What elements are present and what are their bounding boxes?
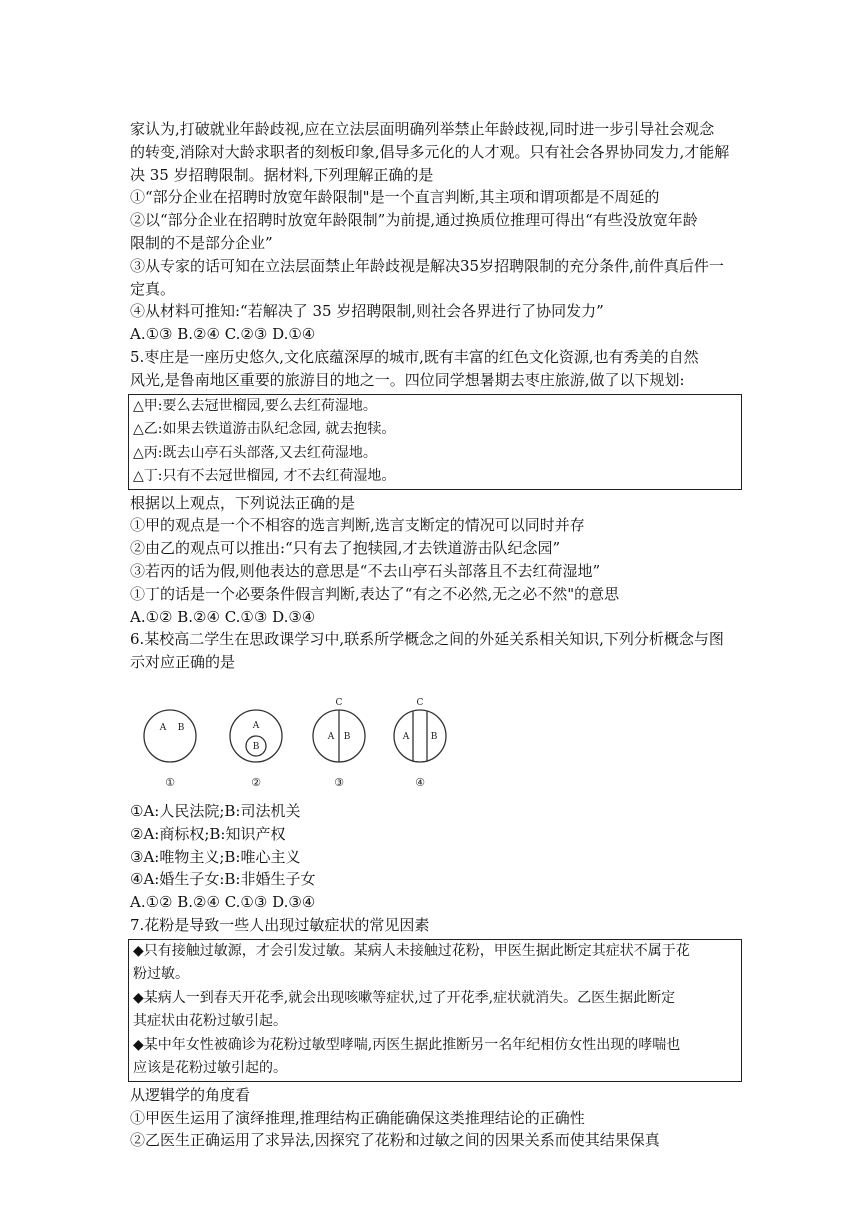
concept-relation-figure bbox=[130, 682, 742, 794]
diagram-4-number: ④ bbox=[415, 775, 425, 789]
q5-option: ②由乙的观点可以推出:“只有去了抱犊园,才去铁道游击队纪念园” bbox=[130, 539, 561, 558]
q6-option: ④A:婚生子女:B:非婚生子女 bbox=[130, 870, 316, 889]
q5-plan-item: △丙:既去山亭石头部落,又去红荷湿地。 bbox=[133, 444, 377, 461]
diagram-1-circle bbox=[144, 710, 196, 762]
q7-case-line: ◆某中年女性被确诊为花粉过敏型哮喘,丙医生据此推断另一名年纪相仿女性出现的哮喘也 bbox=[133, 1036, 681, 1053]
diagram-4-label-c: C bbox=[416, 697, 424, 708]
q4-option: ③从专家的话可知在立法层面禁止年龄歧视是解决35岁招聘限制的充分条件,前件真后件一 bbox=[130, 256, 724, 275]
q5-option: ①丁的话是一个必要条件假言判断,表达了“有之不必然,无之必不然"的意思 bbox=[130, 584, 620, 603]
q6-option: ①A:人民法院;B:司法机关 bbox=[130, 801, 301, 820]
q4-option: ①“部分企业在招聘时放宽年龄限制"是一个直言判断,其主项和谓项都是不周延的 bbox=[130, 188, 660, 207]
q6-answer-choices: A.①② B.②④ C.①③ D.③④ bbox=[130, 893, 316, 912]
document-page bbox=[130, 118, 742, 1152]
diagram-2-label-a: A bbox=[252, 720, 260, 731]
q5-plan-item: △丁:只有不去冠世榴园, 才不去红荷湿地。 bbox=[133, 468, 396, 485]
q4-intro-line: 决 35 岁招聘限制。据材料,下列理解正确的是 bbox=[130, 165, 434, 184]
q5-option: ①甲的观点是一个不相容的选言判断,选言支断定的情况可以同时并存 bbox=[130, 516, 585, 535]
q5-plan-box bbox=[128, 394, 742, 490]
q5-intro-line: 5.枣庄是一座历史悠久,文化底蕴深厚的城市,既有丰富的红色文化资源,也有秀美的自然 bbox=[130, 347, 699, 366]
q6-intro-line: 6.某校高二学生在思政课学习中,联系所学概念之间的外延关系相关知识,下列分析概念与图 bbox=[130, 630, 724, 649]
q7-case-line: 粉过敏。 bbox=[133, 966, 189, 983]
question-6 bbox=[130, 628, 742, 914]
diagram-2-number: ② bbox=[251, 775, 261, 789]
q7-option: ①甲医生运用了演绎推理,推理结构正确能确保这类推理结论的正确性 bbox=[130, 1108, 585, 1127]
q5-answer-choices: A.①② B.②④ C.①③ D.③④ bbox=[130, 607, 316, 626]
q7-case-line: ◆只有接触过敏源，才会引发过敏。某病人未接触过花粉，甲医生据此断定其症状不属于花 bbox=[133, 942, 690, 959]
venn-diagrams bbox=[130, 682, 450, 794]
q7-case-line: 应该是花粉过敏引起的。 bbox=[133, 1060, 287, 1077]
q7-question: 从逻辑学的角度看 bbox=[130, 1085, 251, 1104]
diagram-4-label-a: A bbox=[402, 731, 410, 742]
q4-intro-line: 的转变,消除对大龄求职者的刻板印象,倡导多元化的人才观。只有社会各界协同发力,才能解 bbox=[130, 142, 730, 161]
q4-option: 定真。 bbox=[130, 279, 176, 298]
q5-option: ③若丙的话为假,则他表达的意思是“不去山亭石头部落且不去红荷湿地” bbox=[130, 561, 601, 580]
q4-option: 限制的不是部分企业” bbox=[130, 233, 273, 252]
diagram-2-label-b: B bbox=[252, 741, 260, 752]
q7-intro-line: 7.花粉是导致一些人出现过敏症状的常见因素 bbox=[130, 915, 430, 934]
q5-plan-item: △乙:如果去铁道游击队纪念园, 就去抱犊。 bbox=[133, 421, 396, 438]
diagram-3-number: ③ bbox=[334, 775, 344, 789]
q6-option: ③A:唯物主义;B:唯心主义 bbox=[130, 847, 301, 866]
q7-case-line: 其症状由花粉过敏引起。 bbox=[133, 1013, 287, 1030]
q7-case-box bbox=[128, 939, 742, 1082]
q5-intro-line: 风光,是鲁南地区重要的旅游目的地之一。四位同学想暑期去枣庄旅游,做了以下规划: bbox=[130, 370, 685, 389]
question-4 bbox=[130, 118, 742, 346]
diagram-3-label-c: C bbox=[335, 697, 343, 708]
q4-option: ②以“部分企业在招聘时放宽年龄限制”为前提,通过换质位推理可得出“有些没放宽年龄 bbox=[130, 211, 698, 230]
diagram-1-number: ① bbox=[165, 775, 175, 789]
question-5 bbox=[130, 346, 742, 628]
diagram-3-label-a: A bbox=[327, 731, 335, 742]
diagram-4-label-b: B bbox=[430, 731, 438, 742]
q7-option: ②乙医生正确运用了求异法,因探究了花粉和过敏之间的因果关系而使其结果保真 bbox=[130, 1131, 660, 1150]
q5-plan-item: △甲:要么去冠世榴园,要么去红荷湿地。 bbox=[133, 397, 377, 414]
q5-question: 根据以上观点，下列说法正确的是 bbox=[130, 493, 356, 512]
q7-case-line: ◆某病人一到春天开花季,就会出现咳嗽等症状,过了开花季,症状就消失。乙医生据此断定 bbox=[133, 989, 676, 1006]
diagram-1-label-b: B bbox=[177, 722, 185, 733]
q6-intro-line: 示对应正确的是 bbox=[130, 653, 236, 672]
diagram-1-label-a: A bbox=[159, 722, 167, 733]
diagram-3-label-b: B bbox=[343, 731, 351, 742]
q4-option: ④从材料可推知:“若解决了 35 岁招聘限制,则社会各界进行了协同发力” bbox=[130, 302, 604, 321]
q4-intro-line: 家认为,打破就业年龄歧视,应在立法层面明确列举禁止年龄歧视,同时进一步引导社会观念 bbox=[130, 120, 715, 138]
q4-answer-choices: A.①③ B.②④ C.②③ D.①④ bbox=[130, 325, 316, 344]
q6-option: ②A:商标权;B:知识产权 bbox=[130, 824, 286, 843]
question-7 bbox=[130, 914, 742, 1152]
